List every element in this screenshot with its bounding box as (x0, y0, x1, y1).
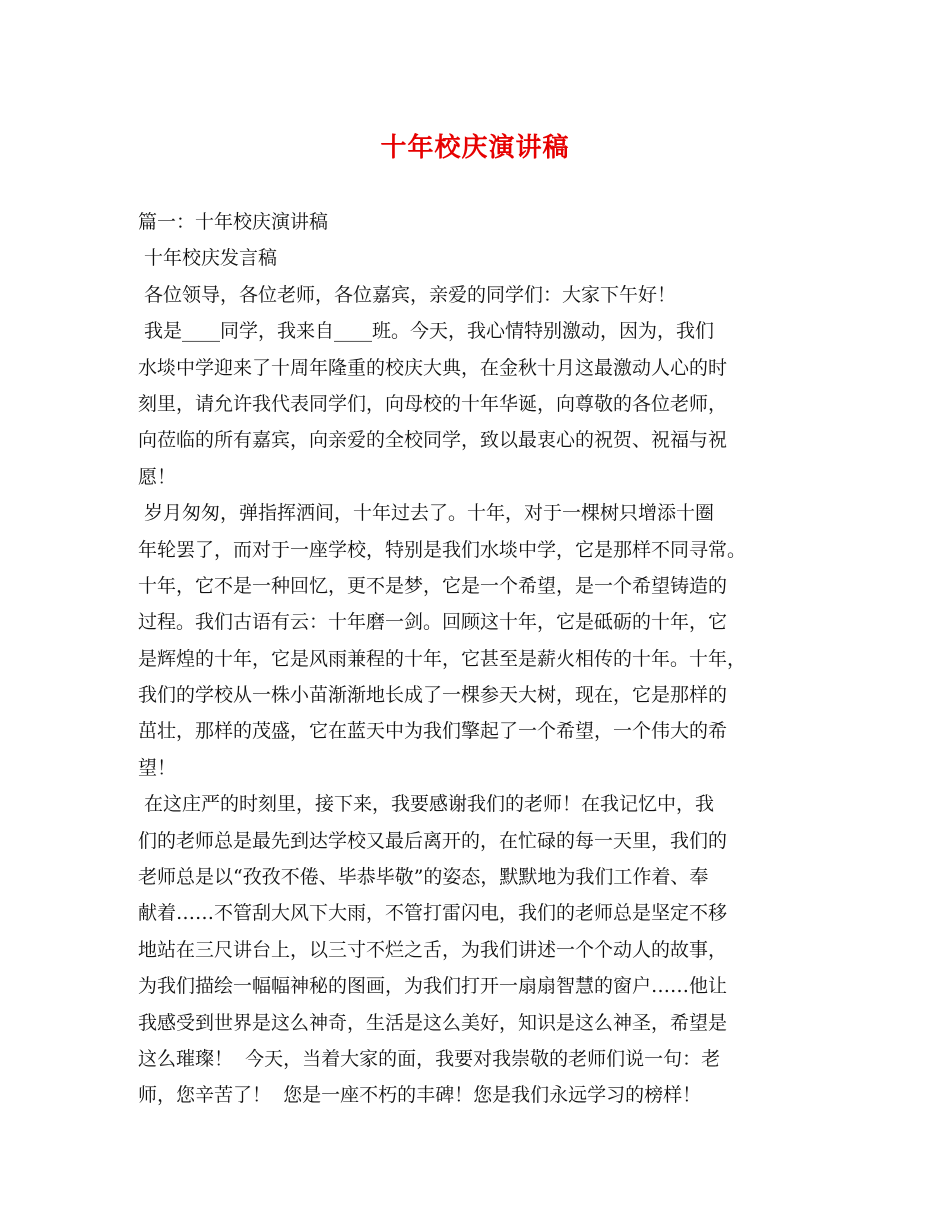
body-line: 年轮罢了，而对于一座学校，特别是我们水埮中学，它是那样不同寻常。 (138, 538, 747, 561)
body-line: 我是____同学，我来自____班。今天，我心情特别激动，因为，我们 (138, 320, 715, 343)
body-line: 师，您辛苦了！ 您是一座不朽的丰碑！您是我们永远学习的榜样！ (138, 1084, 702, 1107)
body-line: 十年，它不是一种回忆，更不是梦，它是一个希望，是一个希望铸造的 (138, 574, 728, 597)
body-line: 我们的学校从一株小苗渐渐地长成了一棵参天大树，现在，它是那样的 (138, 684, 728, 707)
document-title: 十年校庆演讲稿 (380, 133, 570, 163)
body-line: 篇一：十年校庆演讲稿 (138, 211, 329, 233)
document-body (138, 204, 818, 1114)
body-line: 在这庄严的时刻里，接下来，我要感谢我们的老师！在我记忆中，我 (138, 793, 715, 816)
body-line: 愿！ (138, 465, 177, 488)
body-line: 望！ (138, 756, 177, 779)
body-line: 刻里，请允许我代表同学们，向母校的十年华诞，向尊敬的各位老师， (138, 392, 728, 415)
body-line: 过程。我们古语有云：十年磨一剑。回顾这十年，它是砥砺的十年，它 (138, 611, 728, 634)
body-line: 十年校庆发言稿 (138, 247, 278, 270)
body-line: 向莅临的所有嘉宾，向亲爱的全校同学，致以最衷心的祝贺、祝福与祝 (138, 429, 728, 452)
body-line: 地站在三尺讲台上，以三寸不烂之舌，为我们讲述一个个动人的故事， (138, 938, 728, 961)
body-line: 献着……不管刮大风下大雨，不管打雷闪电，我们的老师总是坚定不移 (138, 902, 728, 925)
body-line: 各位领导，各位老师，各位嘉宾，亲爱的同学们：大家下午好！ (138, 283, 677, 306)
body-line: 水埮中学迎来了十周年隆重的校庆大典，在金秋十月这最激动人心的时 (138, 356, 728, 379)
body-line: 岁月匆匆，弹指挥洒间，十年过去了。十年，对于一棵树只增添十圈 (138, 502, 715, 525)
body-line: 老师总是以“孜孜不倦、毕恭毕敬”的姿态，默默地为我们工作着、奉 (138, 866, 709, 889)
body-line: 为我们描绘一幅幅神秘的图画，为我们打开一扇扇智慧的窗户……他让 (138, 975, 728, 998)
body-line: 是辉煌的十年，它是风雨兼程的十年，它甚至是薪火相传的十年。十年， (138, 647, 747, 670)
body-line: 这么璀璨！ 今天，当着大家的面，我要对我崇敬的老师们说一句：老 (138, 1047, 721, 1070)
body-line: 们的老师总是最先到达学校又最后离开的，在忙碌的每一天里，我们的 (138, 829, 728, 852)
body-line: 茁壮，那样的茂盛，它在蓝天中为我们擎起了一个希望，一个伟大的希 (138, 720, 728, 743)
body-line: 我感受到世界是这么神奇，生活是这么美好，知识是这么神圣，希望是 (138, 1011, 728, 1034)
